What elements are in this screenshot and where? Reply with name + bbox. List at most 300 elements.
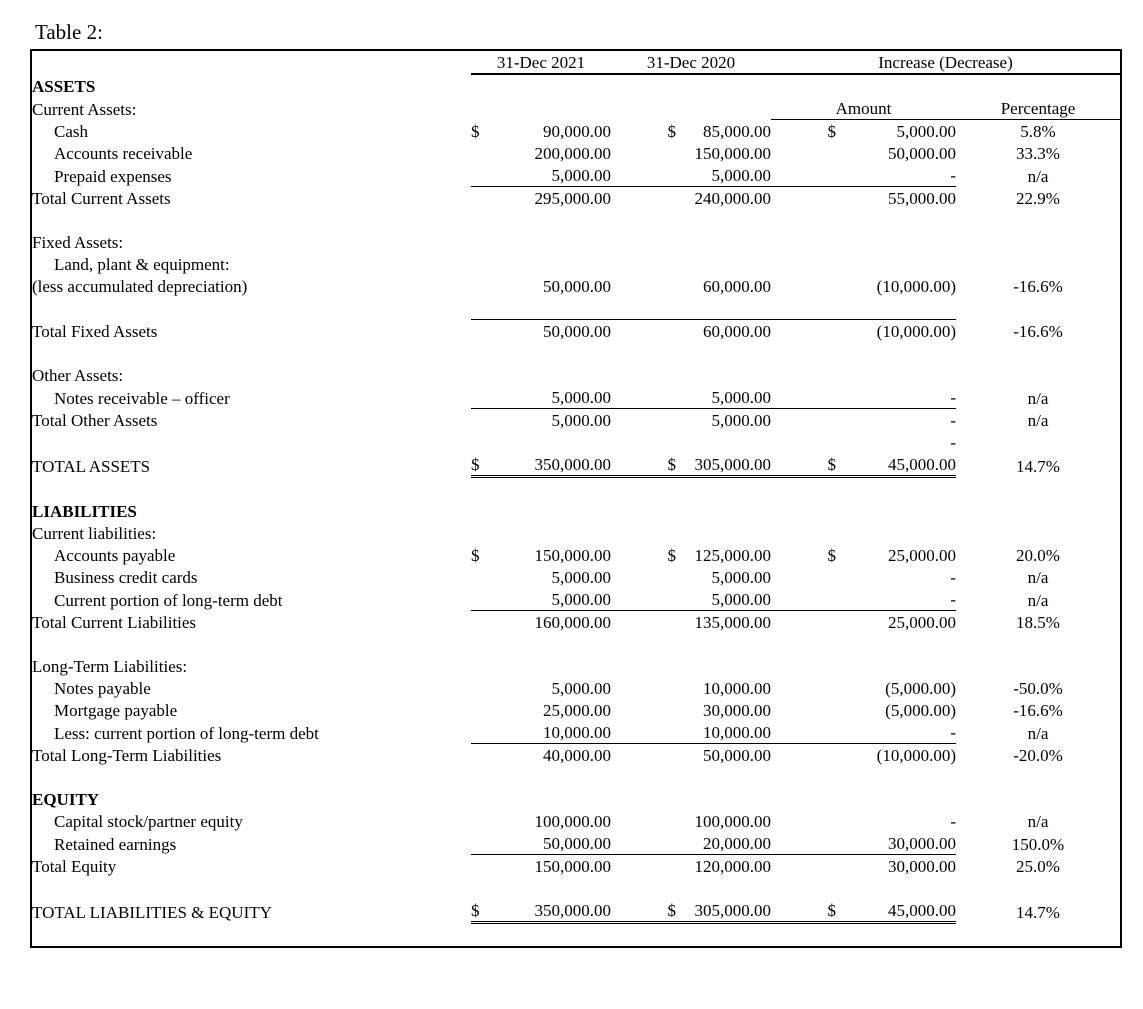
table-row bbox=[31, 544, 1121, 566]
cell-amount-value: - bbox=[950, 568, 956, 587]
table-row bbox=[31, 588, 1121, 611]
cell-amount-currency: $ bbox=[827, 546, 836, 565]
cell-2020-value bbox=[676, 74, 771, 97]
cell-2020-currency bbox=[611, 253, 676, 275]
cell-2021-currency bbox=[471, 677, 501, 699]
cell-amount-currency: $ bbox=[827, 122, 836, 141]
row-label: ASSETS bbox=[32, 77, 96, 96]
cell-2021-currency bbox=[471, 588, 501, 611]
table-row bbox=[31, 231, 1121, 253]
cell-amount-value: 30,000.00 bbox=[836, 832, 956, 855]
cell-percentage bbox=[956, 788, 1121, 810]
row-label bbox=[31, 633, 471, 655]
cell-2020-currency bbox=[611, 386, 676, 409]
table-row bbox=[31, 721, 1121, 744]
row-label: LIABILITIES bbox=[32, 502, 137, 521]
cell-2021-currency: $ bbox=[471, 122, 480, 141]
cell-2021-currency bbox=[471, 297, 501, 320]
cell-2021-value bbox=[501, 788, 611, 810]
cell-2021-currency bbox=[471, 699, 501, 721]
cell-2021-currency bbox=[471, 275, 501, 297]
cell-2021-currency bbox=[471, 810, 501, 832]
cell-2021-currency bbox=[471, 788, 501, 810]
cell-2020-currency bbox=[611, 588, 676, 611]
cell-2021-currency bbox=[471, 566, 501, 588]
cell-percentage bbox=[956, 253, 1121, 275]
cell-percentage: -16.6% bbox=[1013, 322, 1063, 341]
cell-2021-value: 350,000.00 bbox=[501, 453, 611, 477]
cell-2021-value: 90,000.00 bbox=[543, 122, 611, 141]
cell-percentage bbox=[956, 231, 1121, 253]
row-label: Long-Term Liabilities: bbox=[32, 657, 188, 676]
cell-amount-value bbox=[836, 766, 956, 788]
cell-amount-currency bbox=[771, 187, 836, 210]
cell-2020-currency bbox=[611, 297, 676, 320]
cell-2021-currency bbox=[471, 522, 501, 544]
row-label: Total Equity bbox=[32, 857, 117, 876]
row-label bbox=[31, 766, 471, 788]
row-label: Accounts receivable bbox=[54, 144, 193, 163]
cell-2021-currency bbox=[471, 431, 501, 453]
cell-2020-value: 135,000.00 bbox=[694, 613, 771, 632]
cell-2021-value: 150,000.00 bbox=[534, 546, 611, 565]
cell-amount-currency bbox=[771, 832, 836, 855]
cell-amount-value: (10,000.00) bbox=[876, 746, 956, 765]
cell-2021-currency bbox=[471, 97, 501, 120]
cell-2021-value bbox=[501, 209, 611, 231]
cell-amount-value: 45,000.00 bbox=[836, 453, 956, 477]
table-row bbox=[31, 899, 1121, 923]
cell-2021-currency bbox=[471, 744, 501, 767]
cell-2020-value bbox=[676, 477, 771, 501]
cell-percentage bbox=[956, 766, 1121, 788]
row-label bbox=[31, 877, 471, 899]
cell-2020-currency bbox=[611, 409, 676, 432]
cell-2021-value bbox=[501, 766, 611, 788]
cell-2020-value: 305,000.00 bbox=[676, 899, 771, 923]
cell-2021-value: 50,000.00 bbox=[543, 277, 611, 296]
cell-2020-value bbox=[676, 97, 771, 120]
cell-2020-currency bbox=[611, 342, 676, 364]
cell-2021-currency bbox=[471, 500, 501, 522]
cell-2021-currency bbox=[471, 320, 501, 343]
table-row bbox=[31, 97, 1121, 120]
cell-percentage bbox=[956, 522, 1121, 544]
cell-amount-currency bbox=[771, 431, 836, 453]
cell-2021-currency bbox=[471, 209, 501, 231]
column-header-2020: 31-Dec 2020 bbox=[611, 50, 771, 74]
cell-2020-currency bbox=[611, 320, 676, 343]
row-label: Total Current Liabilities bbox=[32, 613, 197, 632]
cell-2021-value bbox=[501, 253, 611, 275]
cell-2020-value bbox=[676, 655, 771, 677]
row-label bbox=[31, 209, 471, 231]
cell-amount-currency bbox=[771, 699, 836, 721]
table-row bbox=[31, 855, 1121, 878]
cell-amount-currency bbox=[771, 522, 836, 544]
cell-percentage bbox=[956, 633, 1121, 655]
cell-2021-value bbox=[501, 500, 611, 522]
table-row bbox=[31, 611, 1121, 634]
cell-amount-value: 30,000.00 bbox=[888, 857, 956, 876]
table-row bbox=[31, 655, 1121, 677]
row-label: Business credit cards bbox=[54, 568, 198, 587]
row-label: Current portion of long-term debt bbox=[54, 590, 283, 610]
row-label: Total Other Assets bbox=[32, 411, 158, 430]
cell-2020-currency bbox=[611, 855, 676, 878]
table-row bbox=[31, 386, 1121, 409]
cell-2021-currency bbox=[471, 231, 501, 253]
cell-2021-value bbox=[501, 231, 611, 253]
table-row bbox=[31, 209, 1121, 231]
cell-amount-value: (10,000.00) bbox=[876, 277, 956, 296]
cell-2021-currency bbox=[471, 832, 501, 855]
cell-percentage bbox=[956, 877, 1121, 899]
cell-amount-currency bbox=[771, 877, 836, 899]
table-row bbox=[31, 566, 1121, 588]
table-row bbox=[31, 164, 1121, 187]
cell-amount-currency bbox=[771, 253, 836, 275]
row-label: Total Long-Term Liabilities bbox=[32, 746, 222, 765]
cell-amount-currency bbox=[771, 364, 836, 386]
cell-2021-currency bbox=[471, 142, 501, 164]
cell-amount-value: - bbox=[836, 588, 956, 611]
cell-2020-currency bbox=[611, 364, 676, 386]
cell-amount-currency bbox=[771, 744, 836, 767]
cell-2021-currency bbox=[471, 164, 501, 187]
row-label: Capital stock/partner equity bbox=[54, 812, 243, 831]
column-header-2021: 31-Dec 2021 bbox=[471, 50, 611, 74]
row-label bbox=[31, 477, 471, 501]
cell-2021-currency bbox=[471, 342, 501, 364]
row-label: Prepaid expenses bbox=[54, 166, 172, 186]
cell-2020-value: 85,000.00 bbox=[703, 122, 771, 141]
cell-2020-value: 120,000.00 bbox=[694, 857, 771, 876]
row-label: EQUITY bbox=[32, 790, 100, 809]
cell-2021-value bbox=[501, 633, 611, 655]
cell-2020-currency bbox=[611, 655, 676, 677]
table-row bbox=[31, 74, 1121, 97]
cell-percentage bbox=[956, 655, 1121, 677]
cell-amount-currency bbox=[771, 342, 836, 364]
cell-amount-currency bbox=[771, 409, 836, 432]
cell-2021-currency bbox=[471, 655, 501, 677]
cell-2021-value bbox=[501, 342, 611, 364]
cell-amount-currency bbox=[771, 855, 836, 878]
cell-amount-value: 5,000.00 bbox=[896, 122, 956, 141]
cell-2020-currency bbox=[611, 832, 676, 855]
cell-2021-value: 50,000.00 bbox=[501, 832, 611, 855]
cell-amount-currency bbox=[771, 655, 836, 677]
row-label: Current liabilities: bbox=[32, 524, 157, 543]
cell-2020-currency bbox=[611, 209, 676, 231]
cell-2020-currency bbox=[611, 231, 676, 253]
cell-2020-currency bbox=[611, 788, 676, 810]
cell-amount-currency bbox=[771, 231, 836, 253]
cell-2021-currency bbox=[471, 253, 501, 275]
cell-amount-value bbox=[836, 209, 956, 231]
cell-2020-value: 30,000.00 bbox=[703, 701, 771, 720]
cell-amount-value bbox=[836, 477, 956, 501]
cell-2020-currency bbox=[611, 74, 676, 97]
cell-2020-value: 10,000.00 bbox=[703, 679, 771, 698]
cell-amount-value bbox=[836, 633, 956, 655]
cell-percentage: n/a bbox=[1027, 411, 1049, 430]
cell-amount-value: (5,000.00) bbox=[885, 679, 956, 698]
cell-percentage bbox=[956, 209, 1121, 231]
table-row bbox=[31, 142, 1121, 164]
cell-2020-value: 5,000.00 bbox=[676, 164, 771, 187]
cell-2020-value: 60,000.00 bbox=[703, 277, 771, 296]
row-label bbox=[31, 431, 471, 453]
cell-2020-value bbox=[676, 500, 771, 522]
cell-2020-value bbox=[676, 209, 771, 231]
cell-2020-value bbox=[676, 342, 771, 364]
row-label bbox=[31, 50, 471, 74]
cell-2020-currency: $ bbox=[611, 453, 676, 477]
row-label: Mortgage payable bbox=[54, 701, 178, 720]
row-label: Total Current Assets bbox=[32, 189, 171, 208]
cell-2021-currency bbox=[471, 364, 501, 386]
table-row bbox=[31, 187, 1121, 210]
cell-amount-value: 55,000.00 bbox=[888, 189, 956, 208]
cell-percentage: -16.6% bbox=[1013, 701, 1063, 720]
cell-2021-value: 350,000.00 bbox=[501, 899, 611, 923]
cell-2021-value bbox=[501, 877, 611, 899]
cell-2021-value: 25,000.00 bbox=[543, 701, 611, 720]
cell-amount-currency bbox=[771, 74, 836, 97]
cell-2020-value bbox=[676, 522, 771, 544]
cell-percentage: 150.0% bbox=[1011, 834, 1065, 854]
cell-percentage: 22.9% bbox=[1016, 189, 1060, 208]
document-page bbox=[0, 20, 1143, 948]
cell-2020-currency bbox=[611, 721, 676, 744]
cell-amount-value bbox=[836, 522, 956, 544]
table-row bbox=[31, 275, 1121, 297]
cell-amount-value bbox=[836, 253, 956, 275]
cell-2020-currency bbox=[611, 187, 676, 210]
cell-2020-value: 20,000.00 bbox=[676, 832, 771, 855]
table-row bbox=[31, 744, 1121, 767]
cell-percentage: 33.3% bbox=[1016, 144, 1060, 163]
cell-amount-currency bbox=[771, 386, 836, 409]
table-row bbox=[31, 810, 1121, 832]
bottom-spacer-cell bbox=[31, 923, 1121, 948]
cell-2021-value bbox=[501, 74, 611, 97]
cell-amount-value bbox=[836, 500, 956, 522]
row-label: TOTAL ASSETS bbox=[32, 456, 151, 476]
table-row bbox=[31, 364, 1121, 386]
cell-2020-currency bbox=[611, 677, 676, 699]
cell-percentage: 14.7% bbox=[1016, 456, 1060, 476]
cell-percentage bbox=[956, 74, 1121, 97]
cell-2021-currency bbox=[471, 409, 501, 432]
cell-2020-value: 240,000.00 bbox=[694, 189, 771, 208]
cell-2021-value: 5,000.00 bbox=[501, 588, 611, 611]
cell-amount-value: (10,000.00) bbox=[876, 322, 956, 341]
cell-2021-currency bbox=[471, 74, 501, 97]
cell-amount-currency bbox=[771, 209, 836, 231]
row-label: Accounts payable bbox=[54, 546, 176, 565]
cell-2021-currency bbox=[471, 611, 501, 634]
cell-2020-currency bbox=[611, 522, 676, 544]
cell-2020-value bbox=[676, 231, 771, 253]
table-row bbox=[31, 297, 1121, 320]
cell-amount-currency bbox=[771, 788, 836, 810]
bottom-spacer-row bbox=[31, 923, 1121, 948]
cell-percentage: 5.8% bbox=[1020, 122, 1056, 141]
cell-amount-value: - bbox=[836, 164, 956, 187]
cell-2020-currency bbox=[611, 97, 676, 120]
cell-2021-value: 5,000.00 bbox=[501, 386, 611, 409]
row-label: Fixed Assets: bbox=[32, 233, 124, 252]
cell-amount-value bbox=[836, 877, 956, 899]
cell-2020-value: 5,000.00 bbox=[676, 588, 771, 611]
cell-2021-value: 5,000.00 bbox=[501, 164, 611, 187]
cell-amount-currency bbox=[771, 588, 836, 611]
table-row bbox=[31, 832, 1121, 855]
row-label: Notes payable bbox=[54, 679, 151, 698]
cell-amount-currency bbox=[771, 477, 836, 501]
cell-2020-currency bbox=[611, 633, 676, 655]
cell-2020-value bbox=[676, 297, 771, 320]
balance-table-body bbox=[31, 50, 1121, 923]
cell-2021-value bbox=[501, 522, 611, 544]
cell-2021-value: 295,000.00 bbox=[534, 189, 611, 208]
row-label: Total Fixed Assets bbox=[32, 322, 158, 341]
cell-2020-value bbox=[676, 364, 771, 386]
cell-2020-currency bbox=[611, 766, 676, 788]
cell-2021-value: 160,000.00 bbox=[534, 613, 611, 632]
cell-amount-value: - bbox=[950, 433, 956, 452]
cell-2021-value bbox=[501, 655, 611, 677]
column-header-amount: Amount bbox=[771, 97, 956, 120]
cell-amount-value: 25,000.00 bbox=[888, 613, 956, 632]
table-row bbox=[31, 877, 1121, 899]
table-row bbox=[31, 120, 1121, 143]
column-header-percentage: Percentage bbox=[956, 97, 1121, 120]
cell-2020-currency bbox=[611, 699, 676, 721]
cell-amount-value bbox=[836, 788, 956, 810]
cell-2020-currency bbox=[611, 810, 676, 832]
cell-2021-currency bbox=[471, 766, 501, 788]
cell-2021-value bbox=[501, 477, 611, 501]
cell-amount-value: - bbox=[950, 812, 956, 831]
cell-2021-value: 100,000.00 bbox=[534, 812, 611, 831]
cell-2020-currency bbox=[611, 611, 676, 634]
cell-2021-value bbox=[501, 431, 611, 453]
cell-amount-currency bbox=[771, 566, 836, 588]
row-label: Notes receivable – officer bbox=[54, 388, 230, 408]
cell-2021-currency bbox=[471, 633, 501, 655]
table-row bbox=[31, 766, 1121, 788]
cell-2020-value: 305,000.00 bbox=[676, 453, 771, 477]
row-label: Less: current portion of long-term debt bbox=[54, 723, 319, 743]
row-label: Retained earnings bbox=[54, 834, 177, 854]
cell-2020-value: 10,000.00 bbox=[676, 721, 771, 744]
cell-amount-value bbox=[836, 297, 956, 320]
cell-2021-value bbox=[501, 364, 611, 386]
row-label bbox=[31, 297, 471, 320]
cell-percentage bbox=[956, 342, 1121, 364]
cell-amount-value bbox=[836, 342, 956, 364]
cell-amount-currency bbox=[771, 164, 836, 187]
cell-percentage: 18.5% bbox=[1016, 613, 1060, 632]
cell-2021-value: 50,000.00 bbox=[543, 322, 611, 341]
cell-2020-currency bbox=[611, 275, 676, 297]
cell-2020-value: 60,000.00 bbox=[703, 322, 771, 341]
cell-percentage: -20.0% bbox=[1013, 746, 1063, 765]
cell-amount-currency: $ bbox=[771, 899, 836, 923]
cell-2020-currency: $ bbox=[611, 899, 676, 923]
page-title: Table 2: bbox=[35, 20, 103, 44]
cell-2021-value: 150,000.00 bbox=[534, 857, 611, 876]
cell-amount-currency bbox=[771, 633, 836, 655]
table-row bbox=[31, 253, 1121, 275]
cell-amount-currency: $ bbox=[771, 453, 836, 477]
table-row bbox=[31, 500, 1121, 522]
cell-percentage bbox=[956, 297, 1121, 320]
cell-amount-value bbox=[836, 231, 956, 253]
cell-2020-currency bbox=[611, 142, 676, 164]
cell-2021-currency bbox=[471, 386, 501, 409]
cell-amount-currency bbox=[771, 611, 836, 634]
table-row bbox=[31, 342, 1121, 364]
cell-amount-currency bbox=[771, 766, 836, 788]
cell-2020-value bbox=[676, 877, 771, 899]
cell-percentage: 14.7% bbox=[1016, 902, 1060, 922]
table-row bbox=[31, 50, 1121, 74]
cell-2021-currency bbox=[471, 187, 501, 210]
cell-2020-currency bbox=[611, 164, 676, 187]
cell-amount-value: 25,000.00 bbox=[888, 546, 956, 565]
cell-amount-currency bbox=[771, 320, 836, 343]
cell-amount-value: - bbox=[950, 411, 956, 430]
cell-2021-currency bbox=[471, 721, 501, 744]
table-row bbox=[31, 453, 1121, 477]
cell-amount-value: 45,000.00 bbox=[836, 899, 956, 923]
cell-percentage bbox=[956, 477, 1121, 501]
cell-2021-value: 5,000.00 bbox=[551, 411, 611, 430]
cell-2021-currency bbox=[471, 855, 501, 878]
table-row bbox=[31, 522, 1121, 544]
cell-amount-currency bbox=[771, 142, 836, 164]
cell-amount-value bbox=[836, 74, 956, 97]
cell-2020-currency bbox=[611, 431, 676, 453]
cell-2020-value: 150,000.00 bbox=[694, 144, 771, 163]
table-row bbox=[31, 699, 1121, 721]
cell-2020-value bbox=[676, 431, 771, 453]
cell-2020-currency bbox=[611, 877, 676, 899]
cell-2020-currency bbox=[611, 500, 676, 522]
cell-2021-currency bbox=[471, 477, 501, 501]
cell-2020-value bbox=[676, 766, 771, 788]
cell-2021-value: 5,000.00 bbox=[551, 568, 611, 587]
table-row bbox=[31, 788, 1121, 810]
cell-2020-currency: $ bbox=[667, 122, 676, 141]
cell-amount-currency bbox=[771, 297, 836, 320]
cell-2021-currency: $ bbox=[471, 899, 501, 923]
cell-2021-currency: $ bbox=[471, 453, 501, 477]
cell-2020-currency bbox=[611, 744, 676, 767]
cell-percentage bbox=[956, 364, 1121, 386]
row-label: Land, plant & equipment: bbox=[54, 255, 230, 274]
table-row bbox=[31, 477, 1121, 501]
cell-percentage bbox=[956, 431, 1121, 453]
cell-2021-value bbox=[501, 297, 611, 320]
table-row bbox=[31, 320, 1121, 343]
table-row bbox=[31, 677, 1121, 699]
